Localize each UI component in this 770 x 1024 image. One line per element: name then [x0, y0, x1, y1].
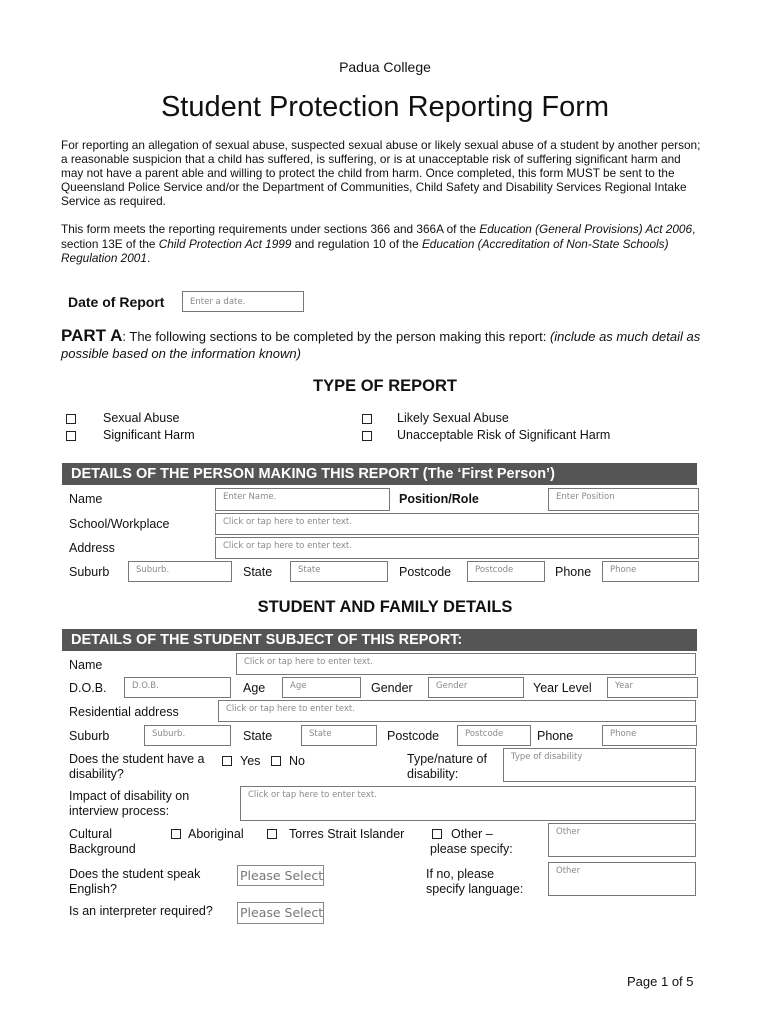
first-person-phone-field[interactable]: Phone	[602, 561, 699, 582]
first-person-name-field[interactable]: Enter Name.	[215, 488, 390, 511]
first-person-address-field[interactable]: Click or tap here to enter text.	[215, 537, 699, 559]
unacceptable-risk-label: Unacceptable Risk of Significant Harm	[397, 428, 611, 442]
legislation-paragraph: This form meets the reporting requirements under sections 366 and 366A of the Education (General Provisions) Act 2006, section 13E of the Child Protection Act 1999 and regulation 10 of the Education (Accreditation of Non-State Schools) Regulation 2001.	[61, 222, 696, 265]
student-name-label: Name	[69, 658, 103, 672]
specify-language-field[interactable]: Other	[548, 862, 696, 896]
type-of-report-heading: TYPE OF REPORT	[313, 377, 457, 395]
torres-strait-checkbox[interactable]	[267, 829, 277, 839]
likely-sexual-abuse-label: Likely Sexual Abuse	[397, 411, 509, 425]
disability-no-label: No	[289, 754, 305, 768]
gender-field[interactable]: Gender	[428, 677, 524, 698]
speak-english-select[interactable]: Please Select	[237, 865, 324, 886]
student-postcode-label: Postcode	[387, 729, 440, 743]
first-person-state-label: State	[243, 565, 273, 579]
interpreter-select[interactable]: Please Select	[237, 902, 324, 924]
student-family-heading: STUDENT AND FAMILY DETAILS	[257, 598, 513, 616]
age-label: Age	[243, 681, 266, 695]
likely-sexual-abuse-checkbox[interactable]	[362, 414, 372, 424]
other-background-label: Other – please specify:	[430, 827, 513, 856]
school-workplace-label: School/Workplace	[69, 517, 170, 531]
sexual-abuse-checkbox[interactable]	[66, 414, 76, 424]
student-phone-field[interactable]: Phone	[602, 725, 697, 746]
dob-field[interactable]: D.O.B.	[124, 677, 231, 698]
other-background-field[interactable]: Other	[548, 823, 696, 857]
age-field[interactable]: Age	[282, 677, 361, 698]
unacceptable-risk-checkbox[interactable]	[362, 431, 372, 441]
first-person-section-bar: DETAILS OF THE PERSON MAKING THIS REPORT (The ‘First Person’)	[62, 463, 697, 485]
disability-no-checkbox[interactable]	[271, 756, 281, 766]
part-a-instructions: PART A: The following sections to be completed by the person making this report: (include as much detail as possible based on the information known)	[61, 326, 701, 361]
first-person-suburb-label: Suburb	[69, 565, 110, 579]
residential-address-field[interactable]: Click or tap here to enter text.	[218, 700, 696, 722]
torres-strait-label: Torres Strait Islander	[289, 827, 405, 841]
page-title: Student Protection Reporting Form	[160, 91, 610, 123]
first-person-name-label: Name	[69, 492, 103, 506]
disability-type-label: Type/nature of disability:	[407, 752, 487, 781]
college-name: Padua College	[339, 59, 431, 75]
impact-label: Impact of disability on interview process:	[69, 789, 190, 818]
date-of-report-label: Date of Report	[68, 294, 165, 310]
significant-harm-checkbox[interactable]	[66, 431, 76, 441]
date-of-report-field[interactable]: Enter a date.	[182, 291, 304, 312]
significant-harm-label: Significant Harm	[103, 428, 195, 442]
intro-paragraph: For reporting an allegation of sexual abuse, suspected sexual abuse or likely sexual abuse of a student by another person; a reasonable suspicion that a child has suffered, is suffering, or is at unacceptable risk of suffering significant harm and may not have a parent able and willing to protect the child from harm. Once completed, this form MUST be sent to the Queensland Police Service and/or the Department of Communities, Child Safety and Disability Services Regional Intake Service as required.	[61, 138, 701, 208]
sexual-abuse-label: Sexual Abuse	[103, 411, 180, 425]
residential-address-label: Residential address	[69, 705, 179, 719]
first-person-phone-label: Phone	[555, 565, 592, 579]
impact-field[interactable]: Click or tap here to enter text.	[240, 786, 696, 821]
gender-label: Gender	[371, 681, 413, 695]
student-postcode-field[interactable]: Postcode	[457, 725, 531, 746]
disability-yes-label: Yes	[240, 754, 261, 768]
disability-yes-checkbox[interactable]	[222, 756, 232, 766]
speak-english-question: Does the student speak English?	[69, 867, 201, 896]
student-section-bar: DETAILS OF THE STUDENT SUBJECT OF THIS REPORT:	[62, 629, 697, 651]
dob-label: D.O.B.	[69, 681, 107, 695]
student-phone-label: Phone	[537, 729, 574, 743]
page-number: Page 1 of 5	[627, 974, 694, 989]
year-level-field[interactable]: Year	[607, 677, 698, 698]
first-person-postcode-label: Postcode	[399, 565, 452, 579]
first-person-address-label: Address	[69, 541, 115, 555]
student-suburb-field[interactable]: Suburb.	[144, 725, 231, 746]
disability-question: Does the student have a disability?	[69, 752, 205, 781]
position-role-label: Position/Role	[399, 492, 479, 506]
school-workplace-field[interactable]: Click or tap here to enter text.	[215, 513, 699, 535]
aboriginal-label: Aboriginal	[188, 827, 244, 841]
aboriginal-checkbox[interactable]	[171, 829, 181, 839]
first-person-state-field[interactable]: State	[290, 561, 388, 582]
student-suburb-label: Suburb	[69, 729, 110, 743]
student-name-field[interactable]: Click or tap here to enter text.	[236, 653, 696, 675]
disability-type-field[interactable]: Type of disability	[503, 748, 696, 782]
first-person-postcode-field[interactable]: Postcode	[467, 561, 545, 582]
year-level-label: Year Level	[533, 681, 592, 695]
specify-language-label: If no, please specify language:	[426, 867, 524, 896]
student-state-label: State	[243, 729, 273, 743]
student-state-field[interactable]: State	[301, 725, 377, 746]
position-role-field[interactable]: Enter Position	[548, 488, 699, 511]
interpreter-question: Is an interpreter required?	[69, 904, 213, 918]
first-person-suburb-field[interactable]: Suburb.	[128, 561, 232, 582]
cultural-background-label: Cultural Background	[69, 827, 136, 856]
